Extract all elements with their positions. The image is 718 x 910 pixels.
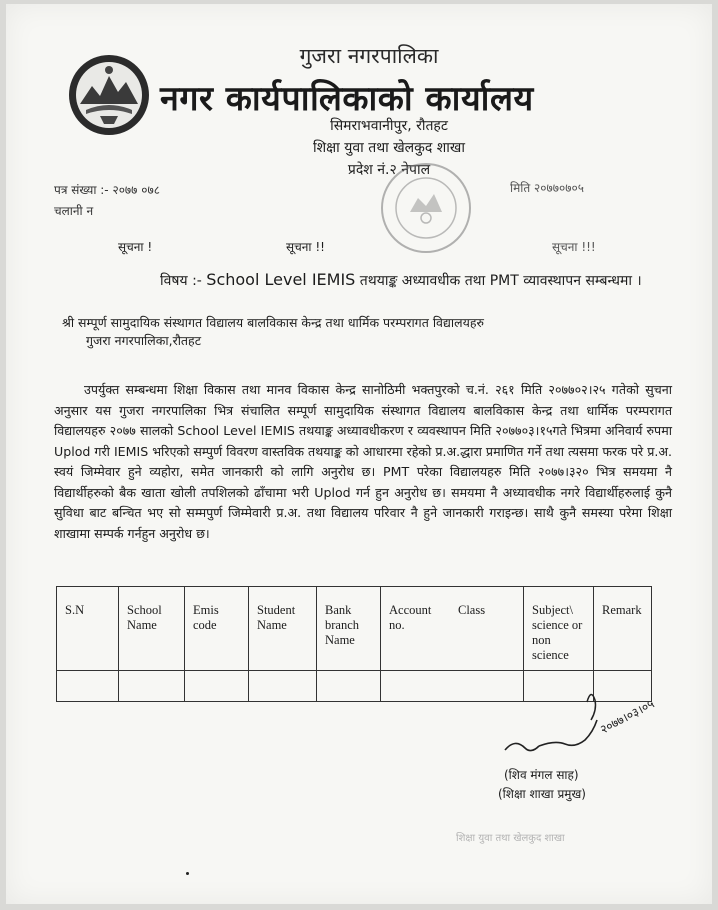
col-account-no: Account no. bbox=[381, 587, 451, 671]
signatory-name: (शिव मंगल साह) bbox=[504, 768, 579, 782]
handwritten-signature bbox=[495, 680, 685, 770]
ink-speck bbox=[186, 872, 189, 875]
col-school-name: School Name bbox=[119, 587, 185, 671]
col-bank-branch: Bank branch Name bbox=[317, 587, 381, 671]
subject-line bbox=[160, 270, 642, 290]
province-name: प्रदेश नं.२ नेपाल bbox=[347, 162, 431, 178]
reference-number: पत्र संख्या :- २०७७ ०७८ bbox=[54, 183, 160, 197]
subject-prefix: विषय :- bbox=[160, 273, 202, 289]
cell bbox=[57, 671, 119, 702]
letter-date: मिति २०७७०७०५ bbox=[510, 181, 584, 195]
cell bbox=[119, 671, 185, 702]
subject-rest: तथयाङ्क अध्यावधीक तथा PMT व्यावस्थापन सम्बन्धमा । bbox=[359, 273, 642, 289]
branch-name: शिक्षा युवा तथा खेलकुद शाखा bbox=[312, 140, 466, 156]
cell bbox=[185, 671, 249, 702]
col-remark: Remark bbox=[594, 587, 652, 671]
office-stamp bbox=[378, 160, 474, 256]
cell bbox=[381, 671, 451, 702]
col-class: Class bbox=[450, 587, 524, 671]
signatory-title: (शिक्षा शाखा प्रमुख) bbox=[498, 787, 586, 801]
cell bbox=[317, 671, 381, 702]
letter-body: उपर्युक्त सम्बन्धमा शिक्षा विकास तथा मानव विकास केन्द्र सानोठिमी भक्तपुरको च.नं. २६१ मिति २०७७०२।२५ गतेको सुचना अनुसार यस गुजरा नगरपालिका भित्र संचालित सम्पूर्ण सामुदायिक संस्थागत विद्यालय बालविकास केन्द्र तथा धार्मिक परम्परागत विद्यालयहरु २०७७ सालको School Level IEMIS तथयाङ्क अध्यावधीकरण र व्यवस्थापन मिति २०७७०३।१५गते भित्रमा अनिवार्य रुपमा Uplod गरी IEMIS भरिएको सम्पुर्ण विवरण वास्तविक तथयाङ्क को आधारमा रहेको प्र.अ.द्धारा प्रमाणित गर्ने तथा त्यसमा फरक परे प्र.अ. स्वयं जिम्मेवार हुने व्यहोरा, समेत जानकारी को लागि अनुरोध छ। PMT परेका विद्यालयहरु मिति २०७७।३२० भित्र समयमा नै विद्यार्थीहरुको बैक खाता खोली तपशिलको ढाँचामा भरी Uplod गर्न हुन अनुरोध छ। समयमा नै अध्यावधीक नगरे विद्यार्थीहरुलाई कुनै सुविधा बाट बन्चित भए सो सम्मपुर्ण जिम्मेवारी प्र.अ. तथा विद्यालय परिवार नै हुने जानकारी गराइन्छ। साथै कुनै समस्या परेमा शिक्षा शाखामा सम्पर्क गर्नहुन अनुरोध छ। bbox=[54, 382, 672, 541]
notice-heading-1: सूचना ! bbox=[118, 240, 153, 254]
notice-heading-2: सूचना !! bbox=[286, 240, 325, 254]
office-address: सिमराभवानीपुर, रौतहट bbox=[330, 118, 448, 134]
faint-footer-text: शिक्षा युवा तथा खेलकुद शाखा bbox=[456, 833, 565, 844]
office-title: नगर कार्यपालिकाको कार्यालय bbox=[160, 79, 534, 119]
subject-title: School Level IEMIS bbox=[206, 270, 356, 289]
addressee-line-2: गुजरा नगरपालिका,रौतहट bbox=[86, 333, 201, 348]
signature-date-scrawl: २०७७।०३।०५ bbox=[597, 696, 657, 737]
col-sn: S.N bbox=[57, 587, 119, 671]
municipality-name: गुजरा नगरपालिका bbox=[299, 44, 439, 68]
col-student-name: Student Name bbox=[249, 587, 317, 671]
addressee-line-1: श्री सम्पूर्ण सामुदायिक संस्थागत विद्यालय बालविकास केन्द्र तथा धार्मिक परम्परागत विद्यालयहरु bbox=[62, 315, 484, 330]
col-subject: Subject\ science or non science bbox=[524, 587, 594, 671]
col-emis-code: Emis code bbox=[185, 587, 249, 671]
cell bbox=[249, 671, 317, 702]
notice-heading-3: सूचना !!! bbox=[552, 240, 596, 254]
dispatch-number: चलानी न bbox=[54, 204, 94, 218]
table-header-row bbox=[57, 587, 652, 671]
